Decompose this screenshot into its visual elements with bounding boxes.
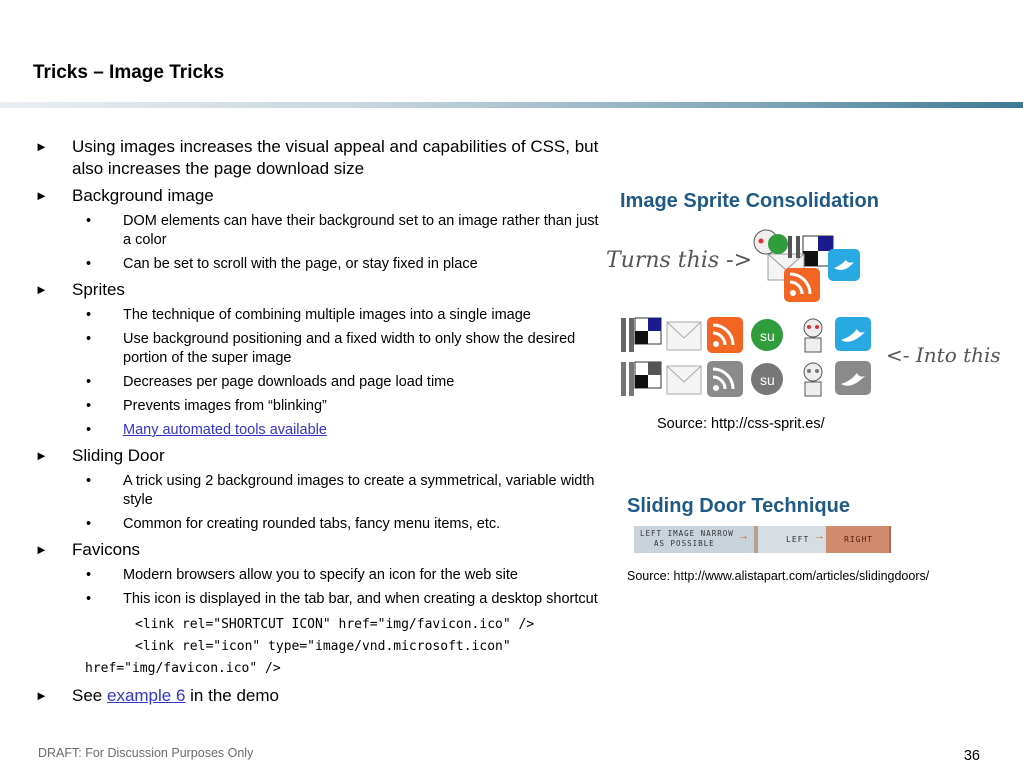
example-6-link[interactable]: example 6 — [106, 686, 186, 705]
code-line: href="img/favicon.ico" /> — [85, 661, 281, 676]
page-number: 36 — [963, 748, 980, 764]
code-line: <link rel="SHORTCUT ICON" href="img/favicon.ico" /> — [135, 617, 535, 632]
rss-icon — [784, 268, 820, 302]
right-tab: RIGHT — [826, 526, 891, 553]
title-divider — [0, 102, 1023, 108]
bullet-sliding-door: ► Sliding Door — [35, 446, 165, 465]
sprite-icon-cluster — [748, 224, 863, 304]
code-line: <link rel="icon" type="image/vnd.microsoft.icon" — [135, 639, 511, 654]
sub-bullet: • Can be set to scroll with the page, or stay fixed in place — [86, 256, 478, 272]
rss-icon — [707, 317, 743, 397]
arrow-right-icon: → — [814, 530, 825, 542]
arrow-bullet-icon: ► — [35, 542, 48, 557]
stumbleupon-icon — [768, 234, 788, 254]
arrow-bullet-icon: ► — [35, 139, 48, 154]
sub-bullet: • DOM elements can have their background set to an image rather than just a color — [86, 213, 599, 248]
sub-bullet: • Common for creating rounded tabs, fancy menu items, etc. — [86, 516, 501, 532]
left-image-text: LEFT IMAGE NARROW AS POSSIBLE — [640, 529, 734, 548]
sub-bullet: • Many automated tools available — [86, 422, 327, 438]
sliding-door-image — [634, 526, 889, 553]
arrow-bullet-icon: ► — [35, 282, 48, 297]
sprite-heading: Image Sprite Consolidation — [620, 190, 879, 212]
twitter-icon — [828, 249, 860, 281]
handwritten-turns-this: Turns this -> — [606, 248, 753, 273]
twitter-icon — [835, 317, 871, 395]
arrow-right-icon: → — [738, 530, 749, 542]
sprite-sheet — [617, 314, 877, 400]
sliding-door-heading: Sliding Door Technique — [627, 495, 850, 517]
bullet-sprites: ► Sprites — [35, 280, 125, 299]
stumbleupon-icon — [751, 319, 783, 395]
arrow-bullet-icon: ► — [35, 188, 48, 203]
sub-bullet: • A trick using 2 background images to create a symmetrical, variable width style — [86, 473, 595, 508]
svg-text:su: su — [760, 372, 775, 388]
arrow-bullet-icon: ► — [35, 688, 48, 703]
sub-bullet: • Modern browsers allow you to specify an icon for the web site — [86, 567, 518, 583]
delicious-icon — [635, 318, 661, 388]
mail-icon — [667, 322, 701, 394]
sliding-door-source: Source: http://www.alistapart.com/articles/slidingdoors/ — [627, 569, 930, 583]
sub-bullet: • Prevents images from “blinking” — [86, 398, 327, 414]
automated-tools-link[interactable]: Many automated tools available — [123, 422, 327, 438]
bullet-intro: ► Using images increases the visual appeal and capabilities of CSS, but also increases the page download size — [35, 137, 599, 178]
handwritten-into-this: <- Into this — [886, 343, 1001, 367]
arrow-bullet-icon: ► — [35, 448, 48, 463]
slide-title: Tricks – Image Tricks — [33, 62, 225, 83]
left-image-panel — [634, 526, 754, 553]
svg-text:su: su — [760, 328, 775, 344]
bullet-see-example: ► See example 6 in the demo — [35, 686, 279, 705]
draft-footer: DRAFT: For Discussion Purposes Only — [38, 746, 254, 760]
bullet-favicons: ► Favicons — [35, 540, 141, 559]
left-tab: LEFT → — [754, 526, 830, 553]
bullet-background: ► Background image — [35, 186, 214, 205]
sub-bullet: • Use background positioning and a fixed width to only show the desired portion of the super image — [86, 331, 576, 366]
sub-bullet: • Decreases per page downloads and page load time — [86, 374, 455, 390]
sub-bullet: • This icon is displayed in the tab bar, and when creating a desktop shortcut — [86, 591, 598, 607]
tools-icon — [621, 318, 634, 396]
bullet-list — [33, 136, 603, 712]
sub-bullet: • The technique of combining multiple images into a single image — [86, 307, 531, 323]
sprite-source: Source: http://css-sprit.es/ — [657, 416, 825, 432]
reddit-icon — [804, 319, 822, 396]
